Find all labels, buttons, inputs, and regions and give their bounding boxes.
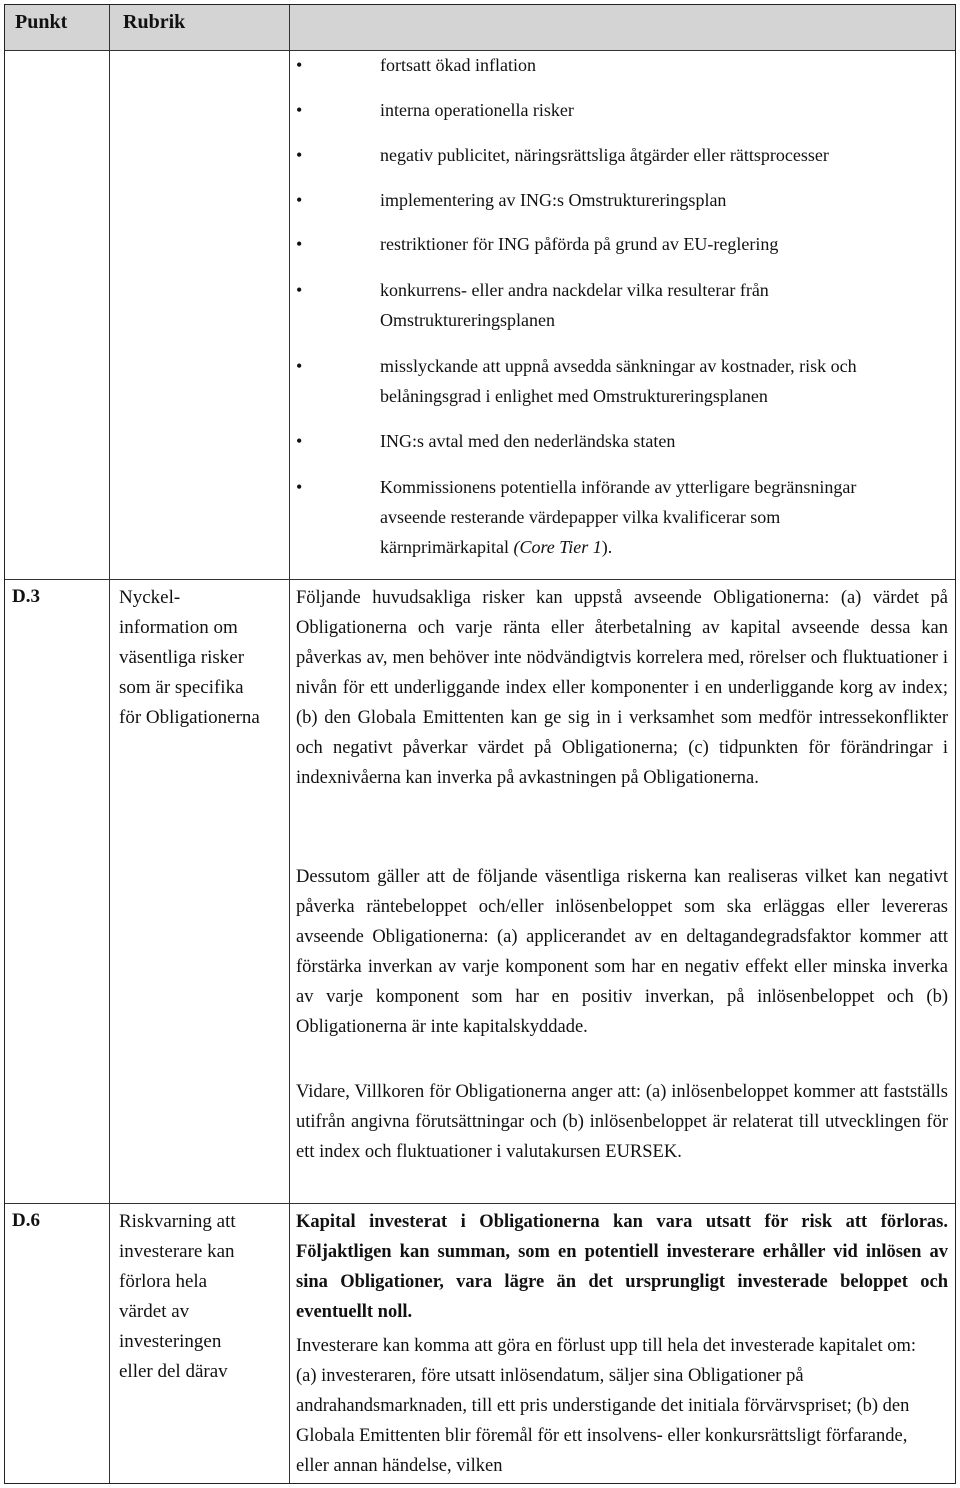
bullet-icon: • — [296, 145, 303, 165]
bullet-icon: • — [296, 431, 303, 451]
list-item: • implementering av ING:s Omstruktureringsplan — [296, 185, 936, 215]
bullet-icon: • — [296, 100, 303, 120]
list-item: • ING:s avtal med den nederländska staten — [296, 426, 936, 456]
row-divider — [5, 1203, 955, 1204]
row-rubrik-d3: Nyckel-information om väsentliga risker som är specifika för Obligationerna — [119, 587, 260, 728]
list-item: • konkurrens- eller andra nackdelar vilka resulterar från Omstruktureringsplanen — [296, 275, 936, 335]
d3-paragraph-2: Dessutom gäller att de följande väsentliga riskerna kan realiseras vilket kan negativt påverka räntebeloppet och/eller inlösenbeloppet som ska erläggas eller levereras avseende Obligationerna: (a) applicerandet av en deltagandegradsfaktor kommer att förstärka inverkan av varje komponent som har en negativ effekt eller minska inverka av varje komponent som har en positiv inverkan, på inlösenbeloppet och (b) Obligationerna är inte kapitalskyddade. — [296, 867, 948, 1037]
list-item: • restriktioner för ING påförda på grund av EU-reglering — [296, 229, 936, 259]
row-punkt-d3: D.3 — [12, 586, 40, 607]
bullet-icon: • — [296, 280, 303, 300]
column-divider — [289, 5, 290, 1483]
d6-warning-paragraph: Kapital investerat i Obligationerna kan vara utsatt för risk att förloras. Följaktligen kan summan, som en potentiell investerare erhåller vid inlösen av sina Obligationer, vara lägre än det ursprungligt investerade beloppet och eventuellt noll. — [296, 1212, 948, 1322]
d6-paragraph: Investerare kan komma att göra en förlust upp till hela det investerade kapitalet om: (a) investeraren, före utsatt inlösendatum, säljer sina Obligationer på andrahandsmarknaden, till ett pris understigande det initiala förvärvspriset; (b) den Globala Emittenten blir föremål för ett insolvens- eller konkursrättsligt förfarande, eller annan händelse, vilken — [296, 1336, 917, 1476]
list-item: • fortsatt ökad inflation — [296, 50, 936, 80]
bullet-icon: • — [296, 55, 303, 75]
list-item: • Kommissionens potentiella införande av ytterligare begränsningar avseende resterande värdepapper vilka kvalificerar som kärnprimärkapital (Core Tier 1). — [296, 472, 936, 562]
d3-paragraph-1: Följande huvudsakliga risker kan uppstå avseende Obligationerna: (a) värdet på Obligationerna och varje ränta eller återbetalning av kapital avseende dessa kan påverkas av, men behöver inte nödvändigtvis korrelera med, rörelser och fluktuationer i nivån för ett underliggande index eller komponenter i en underliggande korg av index; (b) den Globala Emittenten kan ge sig in i verksamhet som medför intressekonflikter och negativt påverkar värdet på Obligationerna; (c) tidpunkten för förändringar i indexnivåerna kan inverka på avkastningen på Obligationerna. — [296, 588, 948, 788]
bullet-icon: • — [296, 356, 303, 376]
row-punkt-d6: D.6 — [12, 1210, 40, 1231]
column-divider — [109, 5, 110, 1483]
bullet-icon: • — [296, 477, 303, 497]
bullet-icon: • — [296, 234, 303, 254]
bullet-icon: • — [296, 190, 303, 210]
list-item: • interna operationella risker — [296, 95, 936, 125]
row-divider — [5, 579, 955, 580]
header-rubrik: Rubrik — [123, 11, 186, 33]
row-rubrik-d6: Riskvarning att investerare kan förlora hela värdet av investeringen eller del därav — [119, 1211, 236, 1382]
d3-paragraph-3: Vidare, Villkoren för Obligationerna anger att: (a) inlösenbeloppet kommer att fastställs utifrån angivna förutsättningar och (b) inlösenbeloppet är relaterat till utvecklingen för ett index och fluktuationer i valutakursen EURSEK. — [296, 1082, 948, 1162]
header-punkt: Punkt — [15, 11, 68, 33]
list-item: • misslyckande att uppnå avsedda sänkningar av kostnader, risk och belåningsgrad i enlighet med Omstruktureringsplanen — [296, 351, 936, 411]
list-item: • negativ publicitet, näringsrättsliga åtgärder eller rättsprocesser — [296, 140, 936, 170]
